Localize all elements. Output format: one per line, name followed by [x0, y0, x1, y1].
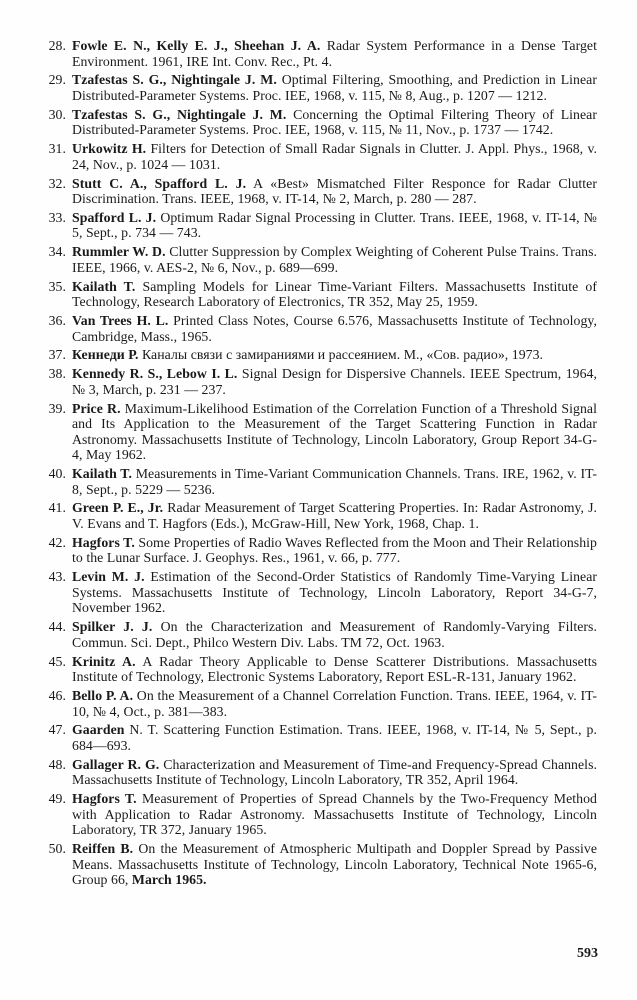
- reference-number: 29.: [48, 72, 66, 88]
- reference-authors: Van Trees H. L.: [72, 313, 169, 328]
- reference-authors: Kennedy R. S., Lebow I. L.: [72, 366, 238, 382]
- reference-number: 30.: [48, 106, 66, 122]
- reference-authors: Fowle E. N., Kelly E. J., Sheehan J. A.: [72, 38, 321, 53]
- reference-item: [22, 210, 597, 241]
- reference-text: Measurement of Properties of Spread Channels by the Two-Frequency Method with Application to Radar Astronomy. Massachusetts Institute of Technology, Lincoln Laboratory, TR 372, January 1965.: [72, 791, 598, 838]
- reference-authors: Hagfors T.: [72, 791, 137, 807]
- reference-item: [22, 72, 597, 103]
- reference-text: Radar System Performance in a Dense Target Environment. 1961, IRE Int. Conv. Rec., Pt. 4.: [72, 38, 597, 69]
- reference-authors: Hagfors T.: [72, 534, 135, 550]
- reference-authors: Rummler W. D.: [72, 244, 166, 260]
- reference-date: March 1965.: [131, 872, 207, 888]
- reference-text: Optimal Filtering, Smoothing, and Prediction in Linear Distributed-Parameter Systems. Proc. IEE, 1968, v. 115, № 8, Aug., p. 1207 — 1212.: [72, 72, 597, 103]
- reference-number: 39.: [48, 400, 66, 416]
- reference-authors: Spilker J. J.: [72, 619, 153, 635]
- reference-authors: Urkowitz H.: [72, 141, 147, 157]
- reference-number: 50.: [48, 841, 66, 857]
- reference-item: [22, 654, 597, 685]
- reference-text: Optimum Radar Signal Processing in Clutter. Trans. IEEE, 1968, v. IT-14, № 5, Sept., p. 734 — 743.: [72, 209, 598, 241]
- reference-item: [22, 500, 597, 531]
- reference-authors: Levin M. J.: [72, 569, 145, 585]
- reference-number: 49.: [48, 791, 66, 807]
- reference-authors: Gaarden: [72, 722, 125, 738]
- reference-number: 31.: [48, 141, 66, 157]
- reference-item: [22, 279, 597, 310]
- reference-authors: Stutt C. A., Spafford L. J.: [72, 175, 247, 191]
- reference-text: Каналы связи с замираниями и рассеянием. М., «Сов. радио», 1973.: [138, 347, 544, 363]
- reference-authors: Price R.: [72, 400, 121, 416]
- reference-text: A Radar Theory Applicable to Dense Scatterer Distributions. Massachusetts Institute of Technology, Electronic Systems Laboratory, Report ESL-R-131, January 1962.: [72, 653, 597, 685]
- reference-item: [22, 619, 597, 650]
- reference-authors: Kailath T.: [72, 466, 133, 482]
- reference-item: [22, 366, 597, 397]
- reference-text: Clutter Suppression by Complex Weighting of Coherent Pulse Trains. Trans. IEEE, 1966, v. AES-2, № 6, Nov., p. 689—699.: [72, 244, 597, 275]
- reference-item: [22, 401, 597, 463]
- reference-item: [22, 347, 597, 363]
- reference-number: 48.: [48, 756, 66, 772]
- reference-text: N. T. Scattering Function Estimation. Trans. IEEE, 1968, v. IT-14, № 5, Sept., p. 684—693.: [72, 722, 597, 753]
- reference-text: Measurements in Time-Variant Communication Channels. Trans. IRE, 1962, v. IT-8, Sept., p. 5229 — 5236.: [72, 466, 597, 497]
- reference-item: [22, 791, 597, 838]
- page-number: 593: [577, 946, 598, 961]
- reference-authors: Spafford L. J.: [72, 209, 157, 225]
- reference-item: [22, 841, 597, 888]
- reference-authors: Tzafestas S. G., Nightingale J. M.: [72, 72, 277, 88]
- reference-text: A «Best» Mismatched Filter Responce for Radar Clutter Discrimination. Trans. IEEE, 1968, v. IT-14, № 2, March, p. 280 — 287.: [72, 175, 597, 207]
- reference-number: 32.: [48, 175, 66, 191]
- reference-text: On the Characterization and Measurement of Randomly-Varying Filters. Commun. Sci. Dept., Philco Western Div. Labs. TM 72, Oct. 1963.: [72, 619, 597, 650]
- reference-item: [22, 107, 597, 138]
- reference-text: Signal Design for Dispersive Channels. IEEE Spectrum, 1964, № 3, March, p. 231 — 237.: [72, 366, 597, 397]
- reference-item: [22, 757, 597, 788]
- reference-authors: Reiffen B.: [72, 841, 134, 857]
- reference-number: 35.: [48, 278, 66, 294]
- reference-text: Filters for Detection of Small Radar Signals in Clutter. J. Appl. Phys., 1968, v. 24, Nov., p. 1024 — 1031.: [72, 141, 597, 172]
- reference-text: Printed Class Notes, Course 6.576, Massachusetts Institute of Technology, Cambridge, Mass., 1965.: [72, 313, 597, 344]
- reference-number: 42.: [48, 534, 66, 550]
- reference-item: [22, 244, 597, 275]
- reference-number: 43.: [48, 569, 66, 585]
- reference-text: Sampling Models for Linear Time-Variant Filters. Massachusetts Institute of Technology, Research Laboratory of Electronics, TR 352, May 25, 1959.: [72, 278, 597, 310]
- reference-text: Radar Measurement of Target Scattering Properties. In: Radar Astronomy, J. V. Evans and T. Hagfors (Eds.), McGraw-Hill, New York, 1968, Chap. 1.: [72, 500, 597, 532]
- reference-item: [22, 176, 597, 207]
- reference-list: [22, 38, 597, 891]
- reference-text: On the Measurement of a Channel Correlation Function. Trans. IEEE, 1964, v. IT-10, № 4, Oct., p. 381—383.: [72, 687, 597, 719]
- reference-number: 28.: [48, 38, 66, 53]
- reference-number: 34.: [48, 244, 66, 260]
- reference-authors: Bello P. A.: [72, 687, 134, 703]
- reference-number: 45.: [48, 653, 66, 669]
- reference-number: 47.: [48, 722, 66, 738]
- reference-item: [22, 569, 597, 616]
- reference-number: 41.: [48, 500, 66, 516]
- reference-authors: Tzafestas S. G., Nightingale J. M.: [72, 106, 287, 122]
- reference-item: [22, 313, 597, 344]
- reference-number: 40.: [48, 466, 66, 482]
- reference-item: [22, 141, 597, 172]
- reference-number: 37.: [48, 347, 66, 363]
- reference-item: [22, 535, 597, 566]
- reference-authors: Green P. E., Jr.: [72, 500, 164, 516]
- reference-number: 36.: [48, 313, 66, 328]
- reference-item: [22, 688, 597, 719]
- reference-text: On the Measurement of Atmospheric Multipath and Doppler Spread by Passive Means. Massachusetts Institute of Technology, Lincoln Laboratory, Technical Note 1965-6, Group 66,: [72, 841, 598, 888]
- reference-item: [22, 722, 597, 753]
- reference-authors: Кеннеди Р.: [72, 347, 139, 363]
- reference-text: Some Properties of Radio Waves Reflected from the Moon and Their Relationship to the Lunar Surface. J. Geophys. Res., 1961, v. 66, p. 777.: [72, 534, 597, 566]
- reference-number: 33.: [48, 209, 66, 225]
- reference-number: 44.: [48, 619, 66, 635]
- reference-text: Estimation of the Second-Order Statistics of Randomly Time-Varying Linear Systems. Massachusetts Institute of Technology, Lincoln Laboratory, Report 34-G-7, November 1962.: [72, 569, 598, 616]
- reference-number: 46.: [48, 687, 66, 703]
- reference-number: 38.: [48, 366, 66, 382]
- reference-text: Concerning the Optimal Filtering Theory of Linear Distributed-Parameter Systems. Proc. IEE, 1968, v. 115, № 11, Nov., p. 1737 — 1742.: [72, 106, 597, 138]
- reference-authors: Kailath T.: [72, 278, 136, 294]
- reference-text: Characterization and Measurement of Time-and Frequency-Spread Channels. Massachusetts Institute of Technology, Lincoln Laboratory, TR 352, April 1964.: [72, 756, 597, 788]
- reference-text: Maximum-Likelihood Estimation of the Correlation Function of a Threshold Signal and Its Application to the Measurement of the Target Scattering Function in Radar Astronomy. Massachusetts Institute of Technology, Lincoln Laboratory, Group Report 34-G-4, May 1962.: [72, 400, 597, 463]
- reference-authors: Krinitz A.: [72, 653, 136, 669]
- reference-item: [22, 466, 597, 497]
- reference-item: [22, 38, 597, 69]
- reference-authors: Gallager R. G.: [72, 756, 160, 772]
